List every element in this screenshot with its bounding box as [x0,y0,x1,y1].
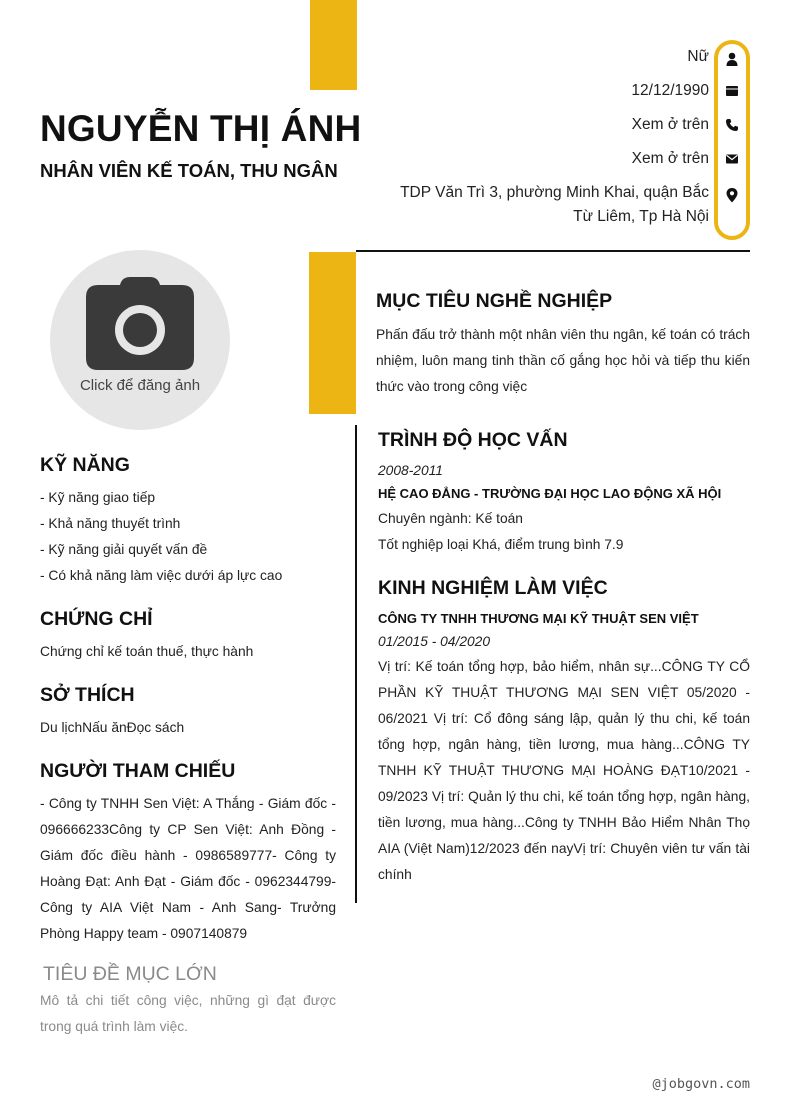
phone-field[interactable]: Xem ở trên [631,116,709,133]
objective-text[interactable]: Phấn đấu trở thành một nhân viên thu ngân, kế toán có trách nhiệm, luôn mang tinh thần cố gắng học hỏi và tiếp thu kiến thức vào trong công việc [376,327,750,394]
certificates-title[interactable]: CHỨNG CHỈ [40,608,153,630]
certificates-text[interactable]: Chứng chỉ kế toán thuế, thực hành [40,644,254,659]
list-item: - Kỹ năng giải quyết vấn đề [40,542,208,557]
experience-description[interactable]: Vị trí: Kế toán tổng hợp, bảo hiểm, nhân sự...CÔNG TY CỔ PHẦN KỸ THUẬT THƯƠNG MẠI SEN VIỆT 05/2020 - 06/2021 Vị trí: Cổ đông sáng lập, quản lý thu chi, kế toán tổng hợp, ngân hàng, tiền lương, mua hàng...CÔNG TY TNHH KỸ THUẬT THƯƠNG MẠI HOÀNG ĐẠT10/2021 - 09/2023 Vị trí: Quản lý thu chi, kế toán tổng hợp, ngân hàng, tiền lương, mua hàng...Công ty TNHH Bảo Hiểm Nhân Thọ AIA (Việt Nam)12/2023 đến nayVị trí: Chuyên viên tư vấn tài chính [378,659,750,882]
education-grade[interactable]: Tốt nghiệp loại Khá, điểm trung bình 7.9 [378,537,624,552]
avatar-caption[interactable]: Click để đăng ảnh [79,377,201,394]
experience-title[interactable]: KINH NGHIỆM LÀM VIỆC [378,577,608,599]
big-section-title[interactable]: TIÊU ĐỀ MỤC LỚN [43,963,217,985]
location-pin-icon [724,187,740,203]
references-text[interactable]: - Công ty TNHH Sen Việt: A Thắng - Giám đốc - 096666233Công ty CP Sen Việt: Anh Đồng - Giám đốc điều hành - 0986589777- Công ty Hoàng Đạt: Anh Đạt - Giám đốc - 0962344799- Công ty AIA Việt Nam - Anh Sang- Trưởng Phòng Happy team - 0907140879 [40,796,336,941]
email-field[interactable]: Xem ở trên [631,150,709,167]
column-divider [355,425,357,903]
address-field-line2[interactable]: Từ Liêm, Tp Hà Nội [573,208,709,225]
header-divider [356,250,750,252]
experience-company[interactable]: CÔNG TY TNHH THƯƠNG MẠI KỸ THUẬT SEN VIỆT [378,611,699,626]
accent-bar-top [310,0,357,90]
experience-period[interactable]: 01/2015 - 04/2020 [378,634,491,649]
list-item: - Kỹ năng giao tiếp [40,490,156,505]
education-title[interactable]: TRÌNH ĐỘ HỌC VẤN [378,429,568,451]
contact-icon-strip [714,40,750,240]
calendar-icon [724,83,740,99]
phone-icon [724,117,740,133]
education-major[interactable]: Chuyên ngành: Kế toán [378,511,523,526]
objective-title[interactable]: MỤC TIÊU NGHỀ NGHIỆP [376,290,613,312]
email-icon [724,151,740,167]
big-section-text[interactable]: Mô tả chi tiết công việc, những gì đạt được trong quá trình làm việc. [40,993,336,1034]
job-title[interactable]: NHÂN VIÊN KẾ TOÁN, THU NGÂN [40,160,338,181]
references-title[interactable]: NGƯỜI THAM CHIẾU [40,760,236,782]
camera-icon[interactable] [86,276,194,370]
hobbies-title[interactable]: SỞ THÍCH [40,684,135,706]
education-school[interactable]: HỆ CAO ĐẲNG - TRƯỜNG ĐẠI HỌC LAO ĐỘNG XÃ HỘI [378,486,722,501]
skills-list[interactable] [40,485,336,589]
gender-field[interactable]: Nữ [687,48,709,65]
list-item: - Có khả năng làm việc dưới áp lực cao [40,568,283,583]
skills-title[interactable]: KỸ NĂNG [40,454,130,476]
footer-brand: @jobgovn.com [652,1076,750,1092]
address-field-line1[interactable]: TDP Văn Trì 3, phường Minh Khai, quận Bắc [400,184,709,201]
education-period[interactable]: 2008-2011 [378,463,443,478]
list-item: - Khả năng thuyết trình [40,516,181,531]
candidate-name[interactable]: NGUYỄN THỊ ÁNH [40,108,362,149]
birthday-field[interactable]: 12/12/1990 [631,82,709,99]
person-icon [724,51,740,67]
hobbies-text[interactable]: Du lịchNấu ănĐọc sách [40,720,185,735]
accent-bar-middle [309,252,356,414]
